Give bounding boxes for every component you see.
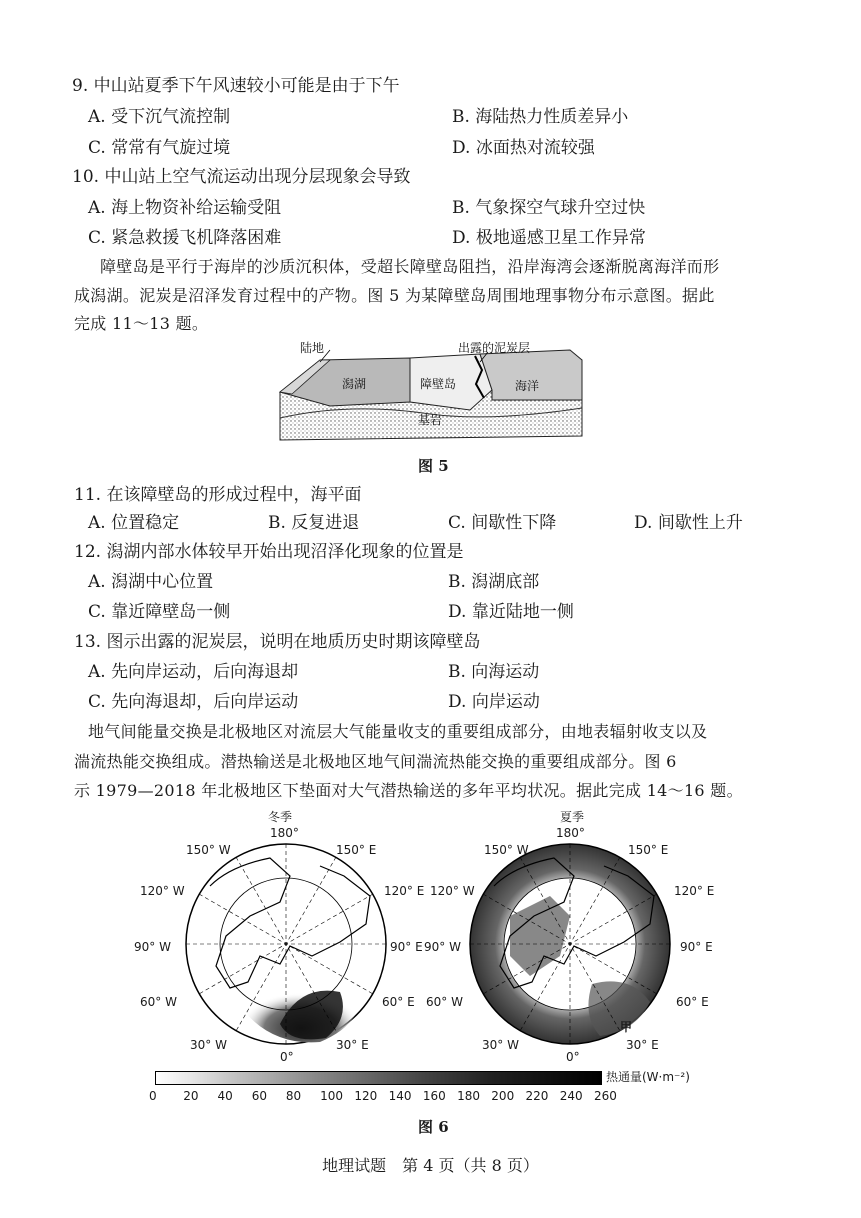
summer-lon-0: 0° bbox=[566, 1050, 580, 1064]
winter-lon-60w: 60° W bbox=[140, 995, 177, 1009]
summer-lon-120e: 120° E bbox=[674, 884, 715, 898]
colorbar-tick: 0 bbox=[149, 1089, 157, 1103]
figure-5-diagram bbox=[270, 340, 600, 448]
q13-stem: 13. 图示出露的泥炭层，说明在地质历史时期该障壁岛 bbox=[74, 632, 481, 652]
passage1-line3: 完成 11～13 题。 bbox=[74, 314, 209, 333]
colorbar-tick: 40 bbox=[217, 1089, 233, 1103]
label-bedrock: 基岩 bbox=[418, 413, 443, 427]
winter-lon-90e: 90° E bbox=[390, 940, 423, 954]
summer-lon-180: 180° bbox=[556, 826, 585, 840]
q9-option-d: D. 冰面热对流较强 bbox=[452, 138, 595, 158]
summer-lon-150e: 150° E bbox=[628, 843, 669, 857]
page-footer: 地理试题 第 4 页（共 8 页） bbox=[322, 1156, 539, 1175]
summer-lon-60e: 60° E bbox=[676, 995, 709, 1009]
summer-lon-150w: 150° W bbox=[484, 843, 529, 857]
q10-option-a: A. 海上物资补给运输受阻 bbox=[88, 198, 282, 218]
winter-lon-90w: 90° W bbox=[134, 940, 171, 954]
q11-option-c: C. 间歇性下降 bbox=[448, 513, 557, 533]
q11-option-b: B. 反复进退 bbox=[268, 513, 360, 533]
passage2-line1: 地气间能量交换是北极地区对流层大气能量收支的重要组成部分，由地表辐射收支以及 bbox=[88, 722, 708, 741]
colorbar-tick: 240 bbox=[559, 1089, 583, 1103]
label-island: 障壁岛 bbox=[420, 377, 457, 391]
colorbar-tick: 80 bbox=[285, 1089, 302, 1103]
q9-option-a: A. 受下沉气流控制 bbox=[88, 107, 231, 127]
colorbar-tick: 60 bbox=[251, 1089, 267, 1103]
q9-option-c: C. 常常有气旋过境 bbox=[88, 138, 231, 158]
summer-lon-60w: 60° W bbox=[426, 995, 463, 1009]
winter-lon-60e: 60° E bbox=[382, 995, 415, 1009]
winter-lon-150e: 150° E bbox=[336, 843, 377, 857]
colorbar-tick: 220 bbox=[525, 1089, 549, 1103]
q10-option-d: D. 极地遥感卫星工作异常 bbox=[452, 228, 646, 248]
summer-lon-90w: 90° W bbox=[424, 940, 461, 954]
colorbar-unit: 热通量(W·m⁻²) bbox=[606, 1070, 690, 1084]
winter-lon-120e: 120° E bbox=[384, 884, 425, 898]
winter-lon-0: 0° bbox=[280, 1050, 294, 1064]
winter-lon-30w: 30° W bbox=[190, 1038, 227, 1052]
figure-6-caption: 图 6 bbox=[418, 1118, 449, 1136]
winter-map bbox=[186, 844, 386, 1044]
figure-5-caption: 图 5 bbox=[418, 457, 449, 475]
colorbar-tick: 200 bbox=[491, 1089, 515, 1103]
winter-title: 冬季 bbox=[268, 810, 293, 824]
passage1-line1: 障壁岛是平行于海岸的沙质沉积体，受超长障壁岛阻挡，沿岸海湾会逐渐脱离海洋而形 bbox=[100, 257, 720, 276]
summer-marker-jia: 甲 bbox=[620, 1020, 633, 1034]
passage2-line2: 湍流热能交换组成。潜热输送是北极地区地气间湍流热能交换的重要组成部分。图 6 bbox=[74, 752, 677, 771]
summer-lon-90e: 90° E bbox=[680, 940, 713, 954]
label-peat: 出露的泥炭层 bbox=[458, 341, 531, 355]
label-sea: 海洋 bbox=[515, 379, 540, 393]
q9-stem: 9. 中山站夏季下午风速较小可能是由于下午 bbox=[72, 76, 400, 96]
summer-title: 夏季 bbox=[560, 810, 585, 824]
winter-lon-150w: 150° W bbox=[186, 843, 231, 857]
colorbar-ticks bbox=[149, 1089, 617, 1105]
q12-option-a: A. 潟湖中心位置 bbox=[88, 572, 214, 592]
colorbar-tick: 120 bbox=[354, 1089, 378, 1103]
q12-stem: 12. 潟湖内部水体较早开始出现沼泽化现象的位置是 bbox=[74, 542, 464, 562]
q13-option-c: C. 先向海退却，后向岸运动 bbox=[88, 692, 299, 712]
q10-option-b: B. 气象探空气球升空过快 bbox=[452, 198, 646, 218]
label-land: 陆地 bbox=[300, 341, 325, 355]
colorbar-tick: 100 bbox=[320, 1089, 344, 1103]
colorbar-tick: 160 bbox=[422, 1089, 446, 1103]
q10-option-c: C. 紧急救援飞机降落困难 bbox=[88, 228, 282, 248]
q13-option-b: B. 向海运动 bbox=[448, 662, 540, 682]
colorbar-tick: 20 bbox=[183, 1089, 199, 1103]
q11-stem: 11. 在该障壁岛的形成过程中，海平面 bbox=[74, 485, 362, 505]
colorbar bbox=[155, 1071, 602, 1085]
winter-lon-180: 180° bbox=[270, 826, 299, 840]
summer-map bbox=[470, 844, 670, 1044]
passage1-line2: 成潟湖。泥炭是沼泽发育过程中的产物。图 5 为某障壁岛周围地理事物分布示意图。据此 bbox=[74, 286, 715, 305]
q12-option-b: B. 潟湖底部 bbox=[448, 572, 540, 592]
q12-option-c: C. 靠近障壁岛一侧 bbox=[88, 602, 231, 622]
summer-lon-30w: 30° W bbox=[482, 1038, 519, 1052]
q9-option-b: B. 海陆热力性质差异小 bbox=[452, 107, 629, 127]
winter-lon-30e: 30° E bbox=[336, 1038, 369, 1052]
winter-lon-120w: 120° W bbox=[140, 884, 185, 898]
q13-option-d: D. 向岸运动 bbox=[448, 692, 540, 712]
colorbar-tick: 260 bbox=[594, 1089, 617, 1103]
colorbar-tick: 180 bbox=[457, 1089, 480, 1103]
label-lagoon: 潟湖 bbox=[342, 377, 367, 391]
q13-option-a: A. 先向岸运动，后向海退却 bbox=[88, 662, 299, 682]
colorbar-tick: 140 bbox=[388, 1089, 412, 1103]
summer-lon-30e: 30° E bbox=[626, 1038, 659, 1052]
q11-option-d: D. 间歇性上升 bbox=[634, 513, 743, 533]
passage2-line3: 示 1979—2018 年北极地区下垫面对大气潜热输送的多年平均状况。据此完成 14～16 题。 bbox=[74, 781, 743, 800]
q12-option-d: D. 靠近陆地一侧 bbox=[448, 602, 574, 622]
q11-option-a: A. 位置稳定 bbox=[88, 513, 180, 533]
q10-stem: 10. 中山站上空气流运动出现分层现象会导致 bbox=[72, 167, 411, 187]
summer-lon-120w: 120° W bbox=[430, 884, 475, 898]
